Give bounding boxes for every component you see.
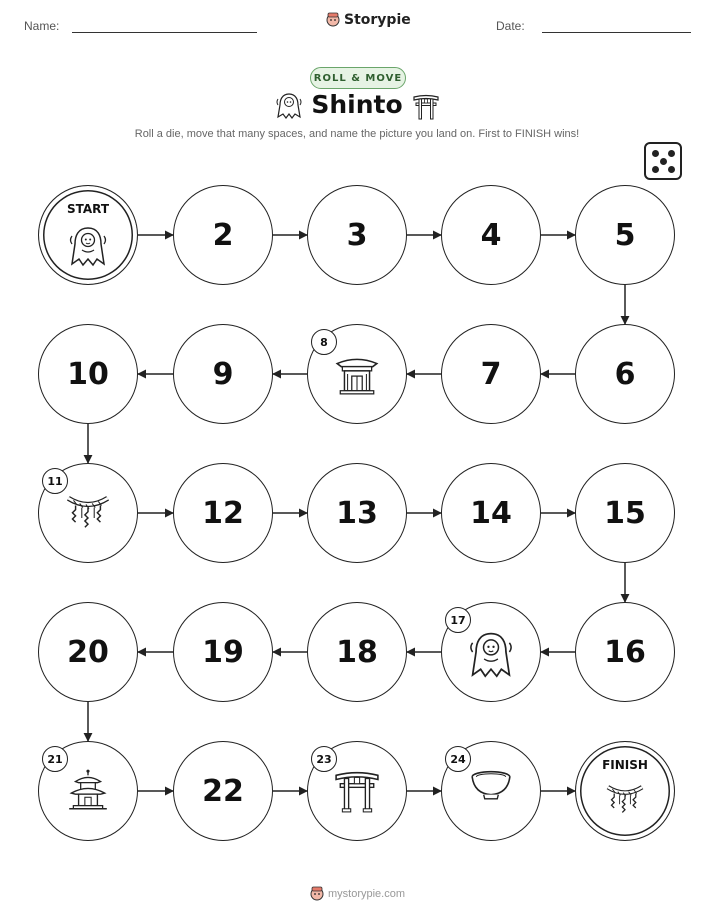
space-number-badge: 23: [311, 746, 337, 772]
space-number-badge: 17: [445, 607, 471, 633]
shimenawa-rope-icon: [65, 490, 111, 535]
ghost-icon: [68, 224, 108, 274]
space-7[interactable]: [441, 324, 541, 424]
space-15[interactable]: [575, 463, 675, 563]
space-label: START: [66, 202, 110, 216]
space-number-badge: 24: [445, 746, 471, 772]
shrine-icon: [334, 351, 380, 401]
footer: [310, 886, 405, 902]
space-number: 12: [202, 495, 244, 531]
space-5[interactable]: [575, 185, 675, 285]
shimenawa-rope-icon: [605, 780, 645, 820]
space-number: 10: [67, 356, 109, 392]
space-2[interactable]: [173, 185, 273, 285]
space-start[interactable]: [38, 185, 138, 285]
torii-gate-icon: [334, 768, 380, 818]
date-label: Date:: [496, 19, 525, 33]
space-4[interactable]: [441, 185, 541, 285]
space-number: 2: [212, 217, 234, 253]
space-14[interactable]: [441, 463, 541, 563]
space-24[interactable]: [441, 741, 541, 841]
space-number-badge: 21: [42, 746, 68, 772]
space-13[interactable]: [307, 463, 407, 563]
space-11[interactable]: [38, 463, 138, 563]
space-number-badge: 11: [42, 468, 68, 494]
pagoda-lantern-icon: [65, 768, 111, 818]
space-number: 13: [336, 495, 378, 531]
space-21[interactable]: [38, 741, 138, 841]
space-number: 7: [480, 356, 502, 392]
name-label: Name:: [24, 19, 60, 33]
space-number: 22: [202, 773, 244, 809]
space-number: 5: [614, 217, 636, 253]
space-9[interactable]: [173, 324, 273, 424]
space-6[interactable]: [575, 324, 675, 424]
space-finish[interactable]: [575, 741, 675, 841]
storypie-mascot-icon: [310, 886, 324, 902]
space-3[interactable]: [307, 185, 407, 285]
space-18[interactable]: [307, 602, 407, 702]
space-number: 4: [480, 217, 502, 253]
ghost-icon: [468, 629, 514, 686]
space-number-badge: 8: [311, 329, 337, 355]
space-8[interactable]: [307, 324, 407, 424]
offering-bowl-icon: [468, 768, 514, 807]
space-number: 6: [614, 356, 636, 392]
roll-and-move-badge: ROLL & MOVE: [310, 67, 406, 89]
space-10[interactable]: [38, 324, 138, 424]
space-19[interactable]: [173, 602, 273, 702]
instructions-text: Roll a die, move that many spaces, and name the picture you land on. First to FINISH wins!: [134, 128, 580, 140]
space-23[interactable]: [307, 741, 407, 841]
space-number: 19: [202, 634, 244, 670]
space-20[interactable]: [38, 602, 138, 702]
space-22[interactable]: [173, 741, 273, 841]
space-label: FINISH: [602, 758, 648, 772]
space-number: 9: [212, 356, 234, 392]
space-number: 16: [604, 634, 646, 670]
space-number: 18: [336, 634, 378, 670]
space-number: 3: [346, 217, 368, 253]
space-number: 20: [67, 634, 109, 670]
brand-name: Storypie: [344, 12, 411, 28]
footer-url: mystorypie.com: [328, 888, 406, 900]
space-16[interactable]: [575, 602, 675, 702]
space-number: 14: [470, 495, 512, 531]
space-12[interactable]: [173, 463, 273, 563]
space-17[interactable]: [441, 602, 541, 702]
page-title: Shinto: [311, 90, 403, 119]
space-number: 15: [604, 495, 646, 531]
